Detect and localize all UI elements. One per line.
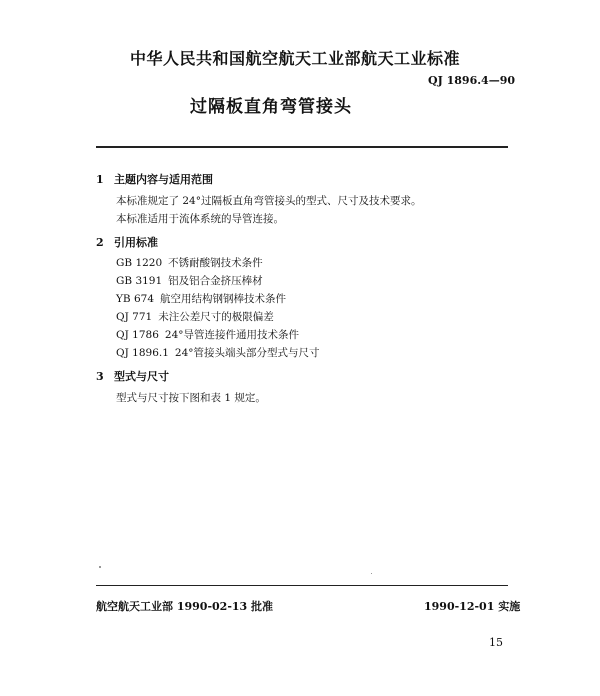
bottom-rule xyxy=(96,585,508,586)
reference-title: 不锈耐酸钢技术条件 xyxy=(168,257,263,269)
section-1-paragraph: 本标准规定了 24°过隔板直角弯管接头的型式、尺寸及技术要求。 xyxy=(116,195,422,207)
footer-effective-date: 1990-12-01 实施 xyxy=(424,600,521,613)
section-1-paragraph: 本标准适用于流体系统的导管连接。 xyxy=(116,213,284,225)
reference-item xyxy=(116,255,263,270)
section-heading-text: 主题内容与适用范围 xyxy=(114,173,213,186)
reference-code: QJ 1896.1 xyxy=(116,347,169,359)
section-3-paragraph: 型式与尺寸按下图和表 1 规定。 xyxy=(116,392,266,404)
page-number: 15 xyxy=(489,636,503,649)
reference-title: 24°导管连接件通用技术条件 xyxy=(164,329,300,341)
reference-code: QJ 1786 xyxy=(116,329,159,341)
top-rule xyxy=(96,146,508,148)
document-title: 过隔板直角弯管接头 xyxy=(190,97,352,117)
organization-header: 中华人民共和国航空航天工业部航天工业标准 xyxy=(130,49,461,68)
section-heading-text: 引用标准 xyxy=(114,236,158,249)
reference-item xyxy=(116,345,320,360)
footer-issuer: 航空航天工业部 1990-02-13 批准 xyxy=(96,600,274,613)
reference-item xyxy=(116,309,274,324)
reference-code: QJ 771 xyxy=(116,311,153,323)
section-number: 2 xyxy=(96,236,104,249)
reference-item xyxy=(116,273,263,288)
section-1-heading xyxy=(96,171,213,187)
section-3-heading xyxy=(96,368,169,384)
reference-title: 24°管接头端头部分型式与尺寸 xyxy=(174,347,320,359)
reference-title: 铝及铝合金挤压棒材 xyxy=(168,275,263,287)
scan-speck xyxy=(99,566,101,568)
reference-item xyxy=(116,327,299,342)
reference-code: GB 3191 xyxy=(116,275,163,287)
reference-title: 航空用结构钢钢棒技术条件 xyxy=(160,293,287,305)
standard-code: QJ 1896.4—90 xyxy=(428,74,516,87)
reference-item xyxy=(116,291,286,306)
reference-code: YB 674 xyxy=(116,293,155,305)
section-heading-text: 型式与尺寸 xyxy=(114,370,169,383)
scan-speck xyxy=(371,573,372,574)
section-number: 3 xyxy=(96,370,104,383)
reference-title: 未注公差尺寸的极限偏差 xyxy=(158,311,274,323)
section-number: 1 xyxy=(96,173,104,186)
reference-code: GB 1220 xyxy=(116,257,163,269)
section-2-heading xyxy=(96,234,158,250)
